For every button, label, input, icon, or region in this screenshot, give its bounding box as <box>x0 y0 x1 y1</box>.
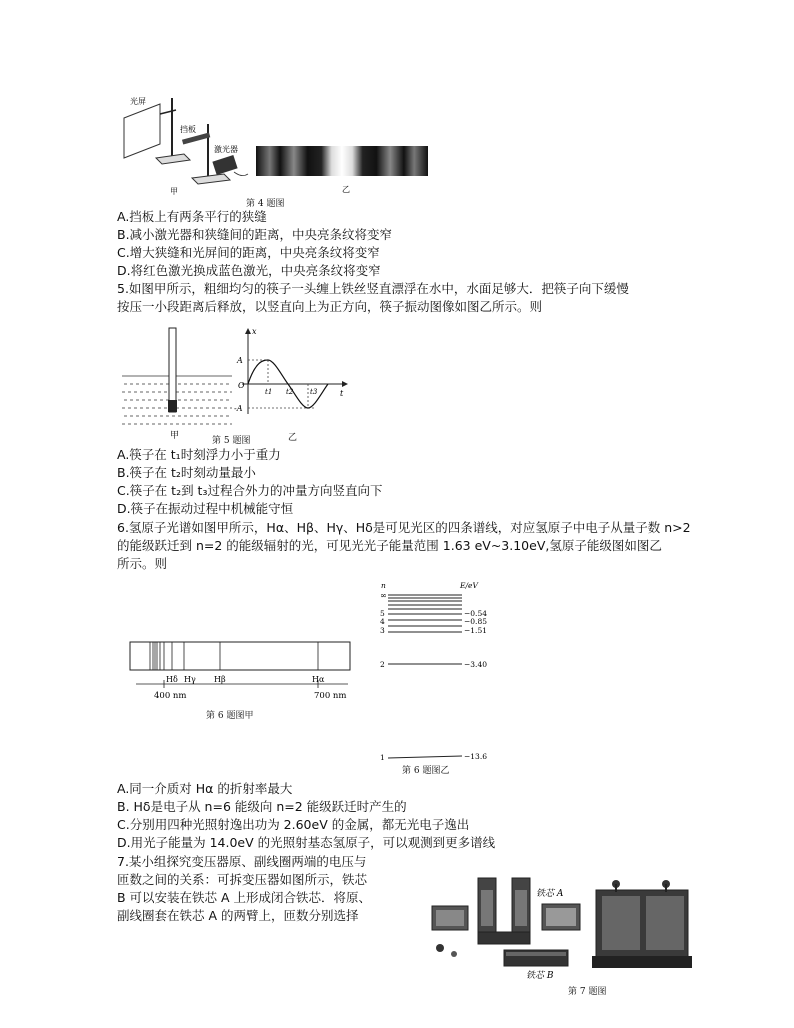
q5-x-axis-label: x <box>252 327 257 336</box>
h-beta-label: Hβ <box>214 675 226 684</box>
q6-stem-line3: 所示。则 <box>117 556 168 571</box>
q4-option-d: D.将红色激光换成蓝色激光，中央亮条纹将变窄 <box>117 263 381 278</box>
q5-option-d: D.筷子在振动过程中机械能守恒 <box>117 501 294 516</box>
h-alpha-label: Hα <box>312 675 325 684</box>
h-gamma-label: Hγ <box>184 675 196 684</box>
q5-origin: O <box>238 381 245 390</box>
level-n2: 2 <box>380 660 385 669</box>
q7-caption: 第 7 题图 <box>568 987 607 997</box>
q4-caption: 第 4 题图 <box>246 199 285 209</box>
q5-fig-jia: 甲 <box>170 431 180 441</box>
q6-caption-jia: 第 6 题图甲 <box>206 711 254 721</box>
q5-graph <box>234 326 350 418</box>
q6-caption-yi: 第 6 题图乙 <box>402 766 450 776</box>
q5-amp-pos: A <box>237 356 243 365</box>
q4-option-a: A.挡板上有两条平行的狭缝 <box>117 209 267 224</box>
level-inf: ∞ <box>380 591 387 600</box>
q7-transformer-photo <box>426 868 696 982</box>
q5-option-c: C.筷子在 t₂到 t₃过程合外力的冲量方向竖直向下 <box>117 483 383 498</box>
level-n3: 3 <box>380 626 385 635</box>
q6-spectrum <box>128 640 354 702</box>
q5-fig-yi: 乙 <box>288 433 298 443</box>
level-e4: −0.85 <box>464 617 487 626</box>
chopstick <box>169 328 176 412</box>
q5-caption: 第 5 题图 <box>212 436 251 446</box>
q7-line2: 匝数之间的关系：可拆变压器如图所示，铁芯 <box>117 872 368 887</box>
label-screen: 光屏 <box>130 97 146 106</box>
iron-wire <box>168 400 177 412</box>
q4-figure-apparatus <box>120 96 250 196</box>
core-a-label: 铁芯 A <box>536 889 564 899</box>
level-e5: −0.54 <box>464 609 487 618</box>
q6-option-a: A.同一介质对 Hα 的折射率最大 <box>117 781 293 796</box>
q6-stem-line2: 的能级跃迁到 n=2 的能级辐射的光，可见光光子能量范围 1.63 eV~3.10eV,氢原子能级图如图乙 <box>117 538 662 553</box>
q5-figure-chopstick <box>122 326 232 441</box>
q5-t-axis-label: t <box>340 389 344 398</box>
q5-t3: t3 <box>310 388 318 396</box>
label-laser: 激光器 <box>214 145 238 154</box>
level-e2: −3.40 <box>464 660 487 669</box>
nm-400-label: 400 nm <box>154 691 187 701</box>
label-baffle: 挡板 <box>180 125 196 134</box>
level-e-label: E/eV <box>460 581 478 590</box>
q4-diffraction-pattern <box>256 136 428 194</box>
nm-700-label: 700 nm <box>314 691 347 701</box>
q5-amp-neg: -A <box>234 404 243 413</box>
q7-line1: 7.某小组探究变压器原、副线圈两端的电压与 <box>117 854 367 869</box>
q6-option-d: D.用光子能量为 14.0eV 的光照射基态氢原子，可以观测到更多谱线 <box>117 835 496 850</box>
q5-stem-line2: 按压一小段距离后释放，以竖直向上为正方向，筷子振动图像如图乙所示。则 <box>117 299 543 314</box>
q6-option-c: C.分别用四种光照射逸出功为 2.60eV 的金属，都无光电子逸出 <box>117 817 470 832</box>
q6-energy-levels <box>376 578 496 774</box>
label-jia: 甲 <box>170 187 178 196</box>
level-e3: −1.51 <box>464 626 487 635</box>
q5-option-a: A.筷子在 t₁时刻浮力小于重力 <box>117 447 281 462</box>
q6-stem-line1: 6.氢原子光谱如图甲所示，Hα、Hβ、Hγ、Hδ是可见光区的四条谱线，对应氢原子中电子从量子数 n>2 <box>117 520 691 535</box>
q5-option-b: B.筷子在 t₂时刻动量最小 <box>117 465 256 480</box>
level-n1: 1 <box>380 753 385 762</box>
level-n-label: n <box>381 581 386 590</box>
q5-t1: t1 <box>265 388 273 396</box>
level-e1: −13.6 <box>464 752 487 761</box>
level-n4: 4 <box>380 617 385 626</box>
q6-option-b: B. Hδ是电子从 n=6 能级向 n=2 能级跃迁时产生的 <box>117 799 407 814</box>
level-n5: 5 <box>380 609 385 618</box>
q4-option-c: C.增大狭缝和光屏间的距离，中央亮条纹将变窄 <box>117 245 380 260</box>
label-yi: 乙 <box>342 185 350 194</box>
q4-option-b: B.减小激光器和狭缝间的距离，中央亮条纹将变窄 <box>117 227 393 242</box>
core-b-label: 铁芯 B <box>526 971 554 981</box>
q5-stem-line1: 5.如图甲所示，粗细均匀的筷子一头缠上铁丝竖直漂浮在水中，水面足够大．把筷子向下缓慢 <box>117 281 629 296</box>
q7-line3: B 可以安装在铁芯 A 上形成闭合铁芯．将原、 <box>117 890 372 905</box>
q5-t2: t2 <box>286 388 294 396</box>
light-screen <box>124 104 160 158</box>
h-delta-label: Hδ <box>166 675 178 684</box>
q7-line4: 副线圈套在铁芯 A 的两臂上，匝数分别选择 <box>117 908 359 923</box>
